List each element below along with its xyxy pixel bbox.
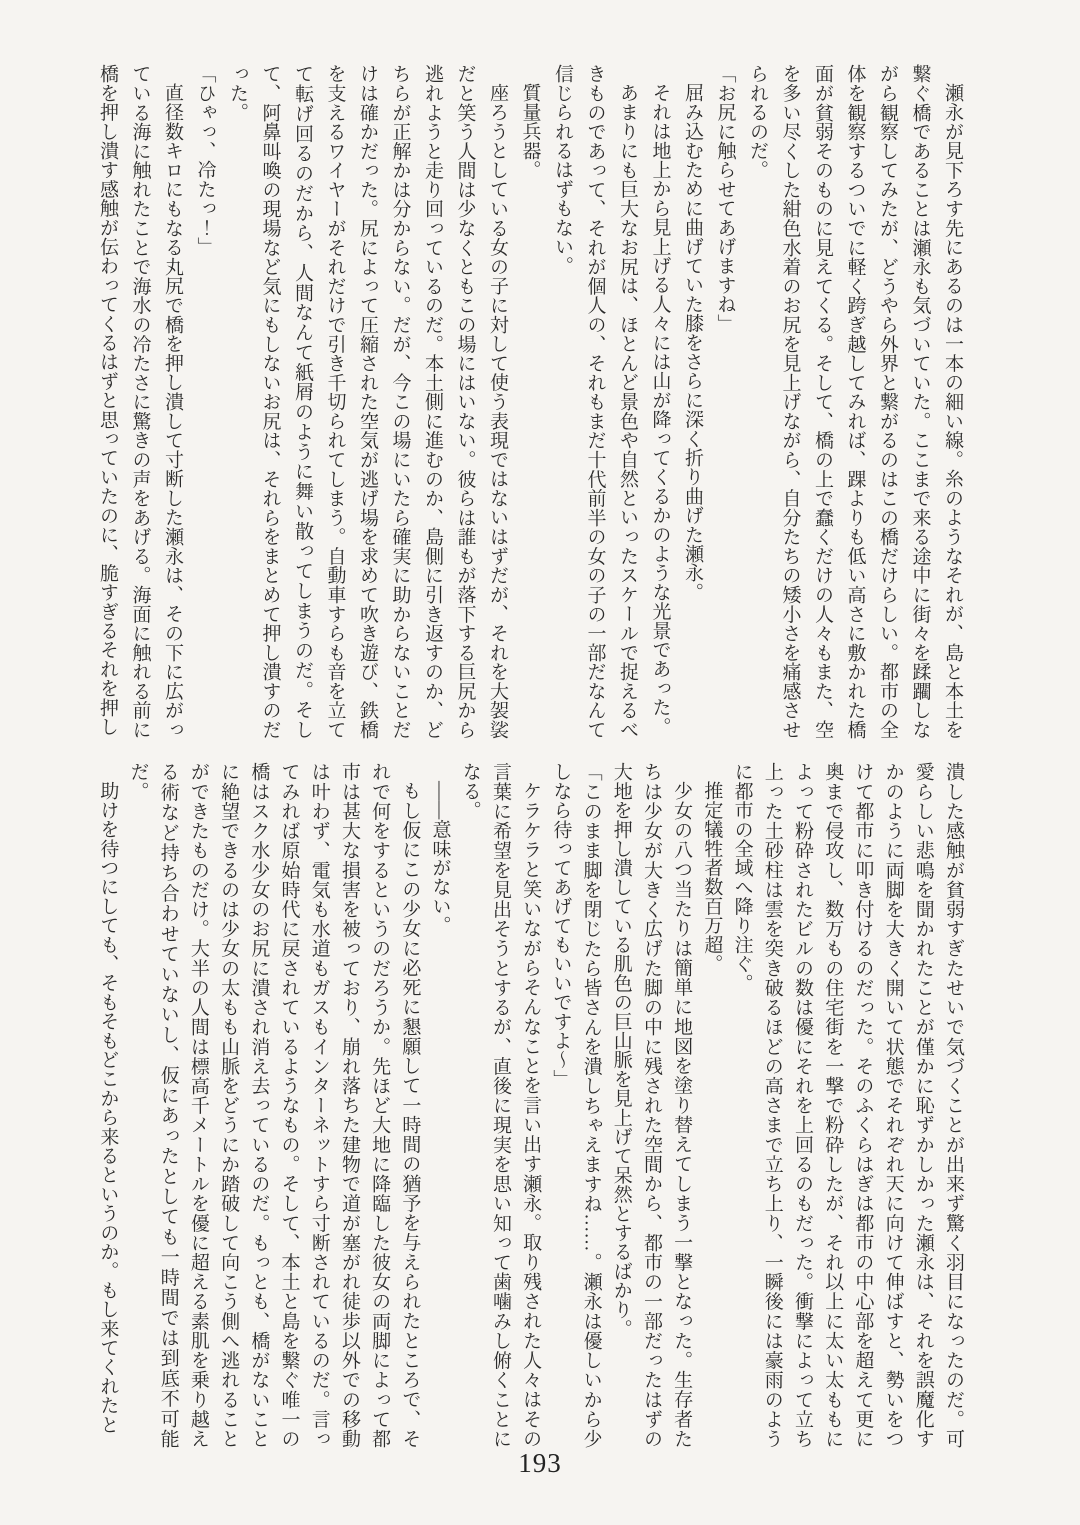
paragraph-narration: ――意味がない。 <box>429 781 451 935</box>
paragraph-narration: 助けを待つにしても、そもそもどこから来るというのか。もし来てくれたと <box>97 781 119 1434</box>
page-number: 193 <box>518 1448 562 1478</box>
page-top-text-block <box>97 64 968 739</box>
paragraph-narration: 瀬永が見下ろす先にあるのは一本の細い線。糸のようなそれが、島と本土を繋ぐ橋であることは瀬永も気づいていた。ここまで来る途中に街々を蹂躙しながら観察してみたが、どうやら外界と繋がるのはこの橋だけらしい。都市の全体を観察するついでに軽く跨ぎ越してみれば、踝よりも低い高さに敷かれた橋面が貧弱そのものに見えてくる。そして、橋の上で蠢くだけの人々もまた、空を多い尽くした紺色水着のお尻を見上げながら、自分たちの矮小さを痛感させられるのだ。 <box>747 64 963 739</box>
paragraph-narration: 少女の八つ当たりは簡単に地図を塗り替えてしまう一撃となった。生存者たちは少女が大きく広げた脚の中に残された空間から、都市の一部だったはずの大地を押し潰している肌色の巨山脈を見上げて呆然とするばかり。 <box>610 762 693 1448</box>
paragraph-narration: あまりにも巨大なお尻は、ほとんど景色や自然といったスケールで捉えるべきものであって、それが個人の、それもまだ十代前半の女の子の一部だなんて信じられるはずもない。 <box>552 64 638 739</box>
paragraph-narration: もし仮にこの少女に必死に懇願して一時間の猶予を与えられたところで、それで何をするというのだろうか。先ほど大地に降臨した彼女の両脚によって都市は甚大な損害を被っており、崩れ落ちた建物で道が塞がれ徒歩以外での移動は叶わず、電気も水道もガスもインターネットすら寸断されているのだ。言ってみれば原始時代に戻されているようなもの。そして、本土と島を繋ぐ唯一の橋はスク水少女のお尻に潰され消え去っているのだ。もっとも、橋がないことに絶望できるのは少女の太もも山脈をどうにか踏破して向こう側へ逃れることができたものだけ。大半の人間は標高千メートルを優に超える素肌を乗り越える術など持ち合わせていないし、仮にあったとしても一時間では到底不可能だ。 <box>127 762 421 1448</box>
paragraph-narration: ケラケラと笑いながらそんなことを言い出す瀬永。取り残された人々はその言葉に希望を見出そうとするが、直後に現実を思い知って歯噛みし俯くことになる。 <box>459 762 542 1448</box>
paragraph-dialogue: 「お尻に触らせてあげますね」 <box>714 64 736 333</box>
paragraph-narration: 推定犠牲者数百万超。 <box>701 781 723 973</box>
paragraph-dialogue: 「ひゃっ、冷たっ！」 <box>194 64 216 256</box>
page-bottom-text-block <box>97 762 968 1448</box>
paragraph-narration-continued: 潰した感触が貧弱すぎたせいで気づくことが出来ず驚く羽目になったのだ。可愛らしい悲鳴を聞かれたことが僅かに恥ずかしかった瀬永は、それを誤魔化すかのように両脚を大きく開いて状態でそれぞれ天に向けて伸ばすと、勢いをつけて都市に叩き付けるのだった。そのふくらはぎは都市の中心部を超えて更に奥まで侵攻し、数万もの住宅街を一撃で粉砕したが、それ以上に太い太ももによって粉砕されたビルの数は優にそれを上回るのもだった。衝撃によって立ち上った土砂柱は雲を突き破るほどの高さまで立ち上り、一瞬後には豪雨のように都市の全域へ降り注ぐ。 <box>731 762 964 1448</box>
paragraph-narration: 屈み込むために曲げていた膝をさらに深く折り曲げた瀬永。 <box>682 83 703 602</box>
paragraph-dialogue: 「このまま脚を閉じたら皆さんを潰しちゃえますね……。瀬永は優しいから少しなら待ってあげてもいいですよ〜」 <box>550 762 602 1448</box>
paragraph-narration: それは地上から見上げる人々には山が降ってくるかのような光景であった。 <box>649 83 671 736</box>
paragraph-narration: 質量兵器。 <box>519 83 541 179</box>
paragraph-narration: 直径数キロにもなる丸尻で橋を押し潰して寸断した瀬永は、その下に広がっている海に触れたことで海水の冷たさに驚きの声をあげる。海面に触れる前に橋を押し潰す感触が伝わってくるはずと思っていたのに、脆すぎるそれを押し <box>97 64 183 739</box>
paragraph-narration: 座ろうとしている女の子に対して使う表現ではないはずだが、それを大袈裟だと笑う人間は少なくともこの場にはいない。彼らは誰もが落下する巨尻から逃れようと走り回っているのだ。本土側に進むのか、島側に引き返すのか、どちらが正解かは分からない。だが、今この場にいたら確実に助からないことだけは確かだった。尻によって圧縮された空気が逃げ場を求めて吹き遊び、鉄橋を支えるワイヤーがそれだけで引き千切られてしまう。自動車すらも音を立てて転げ回るのだから、人間なんて紙屑のように舞い散ってしまうのだ。そして、阿鼻叫喚の現場など気にもしないお尻は、それらをまとめて押し潰すのだった。 <box>227 64 508 739</box>
